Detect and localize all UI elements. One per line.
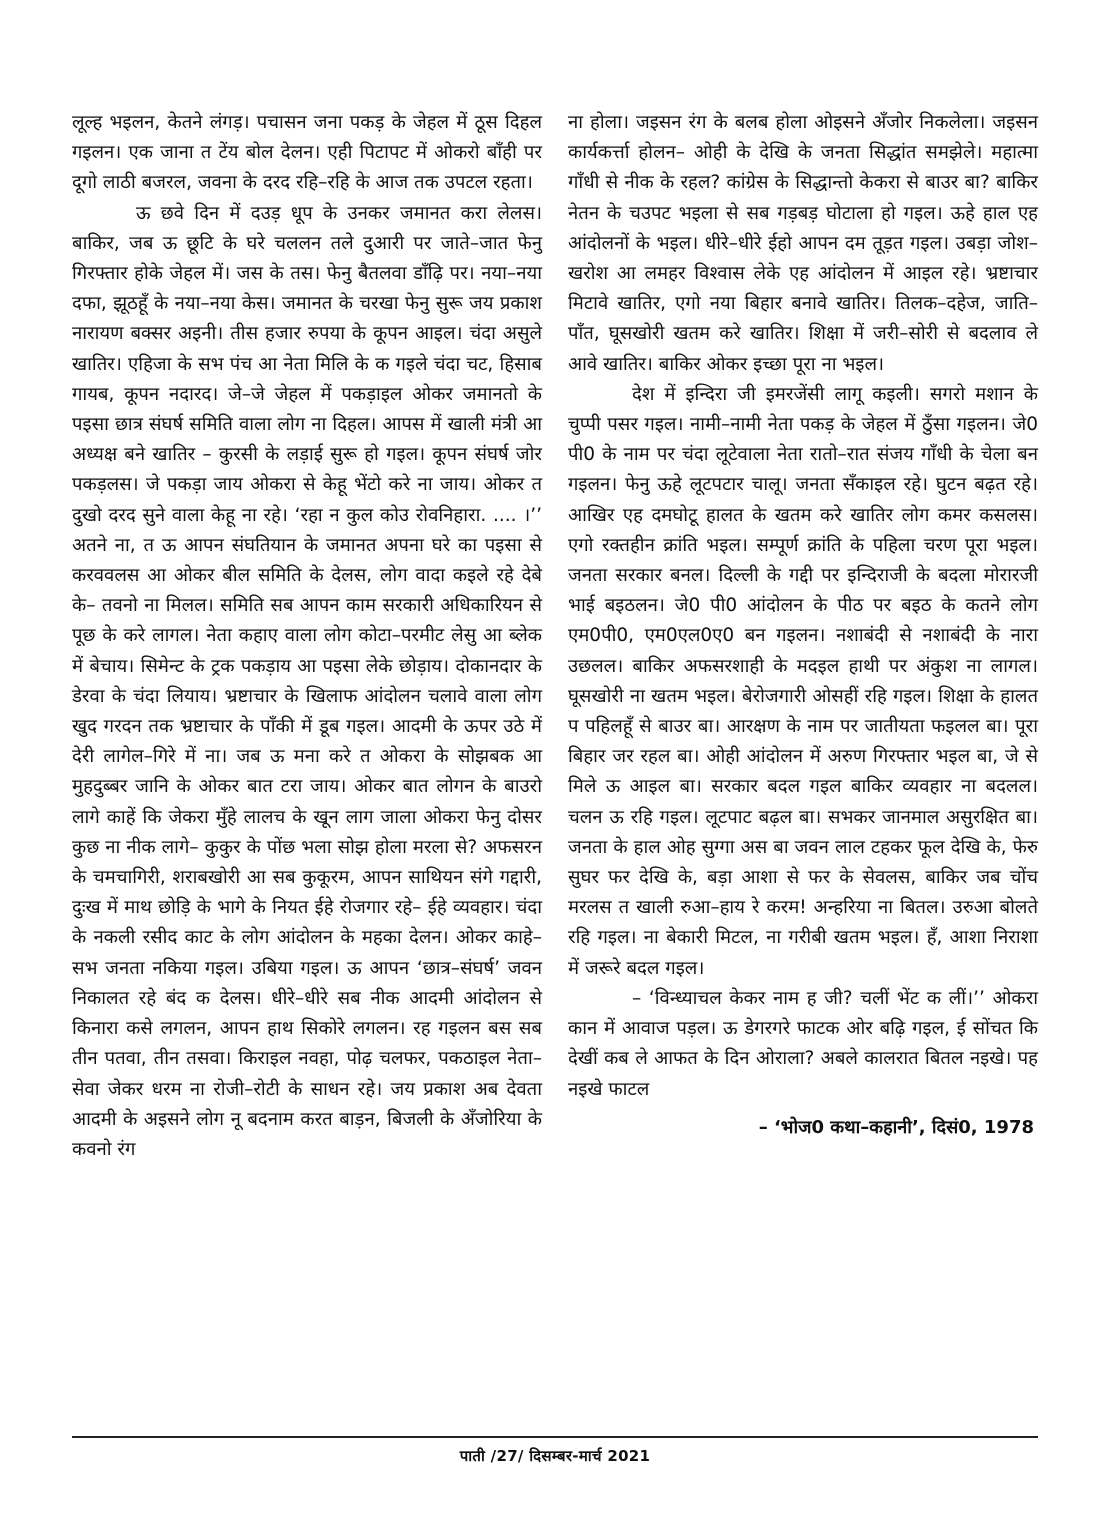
left-column (72, 108, 542, 1165)
left-paragraph-1: लूल्ह भइलन, केतने लंगड़। पचासन जना पकड़ के जेहल में ठूस दिहल गइलन। एक जाना त टेंय बोल देलन। एही पिटापट में ओकरो बाँही पर दूगो लाठी बजरल, जवना के दरद रहि–रहि के आज तक उपटल रहता। (72, 112, 542, 194)
right-column (568, 108, 1038, 1143)
right-paragraph-1: ना होला। जइसन रंग के बलब होला ओइसने अँजोर निकलेला। जइसन कार्यकर्त्ता होलन– ओही के देखि के जनता सिद्धांत समझेले। महात्मा गाँधी से नीक के रहल? कांग्रेस के सिद्धान्तो केकरा से बाउर बा? बाकिर नेतन के चउपट भइला से सब गड़बड़ घोटाला हो गइल। ऊहे हाल एह आंदोलनों के भइल। धीरे–धीरे ईहो आपन दम तूड़त गइल। उबड़ा जोश–खरोश आ लमहर विश्वास लेके एह आंदोलन में आइल रहे। भ्रष्टाचार मिटावे खातिर, एगो नया बिहार बनावे खातिर। तिलक–दहेज, जाति–पाँत, घूसखोरी खतम करे खातिर। शिक्षा में जरी–सोरी से बदलाव ले आवे खातिर। बाकिर ओकर इच्छा पूरा ना भइल। (568, 112, 1038, 375)
right-paragraph-2: देश में इन्दिरा जी इमरजेंसी लागू कइली। सगरो मशान के चुप्पी पसर गइल। नामी–नामी नेता पकड़ के जेहल में ठुँसा गइलन। जे0 पी0 के नाम पर चंदा लूटेवाला नेता रातो–रात संजय गाँधी के चेला बन गइलन। फेनु ऊहे लूटपटार चालू। जनता सँकाइल रहे। घुटन बढ़त रहे। आखिर एह दमघोटू हालत के खतम करे खातिर लोग कमर कसलस। एगो रक्तहीन क्रांति भइल। सम्पूर्ण क्रांति के पहिला चरण पूरा भइल। जनता सरकार बनल। दिल्ली के गद्दी पर इन्दिराजी के बदला मोरारजी भाई बइठलन। जे0 पी0 आंदोलन के पीठ पर बइठ के कतने लोग एम0पी0, एम0एल0ए0 बन गइलन। नशाबंदी से नशाबंदी के नारा उछलल। बाकिर अफसरशाही के मदइल हाथी पर अंकुश ना लागल। घूसखोरी ना खतम भइल। बेरोजगारी ओसहीं रहि गइल। शिक्षा के हालत प पहिलहूँ से बाउर बा। आरक्षण के नाम पर जातीयता फइलल बा। पूरा बिहार जर रहल बा। ओही आंदोलन में अरुण गिरफ्तार भइल बा, जे से मिले ऊ आइल बा। सरकार बदल गइल बाकिर व्यवहार ना बदलल। चलन ऊ रहि गइल। लूटपाट बढ़ल बा। सभकर जानमाल असुरक्षित बा। जनता के हाल ओह सुग्गा अस बा जवन लाल टहकर फूल देखि के, फेरु सुघर फर देखि के, बड़ा आशा से फर के सेवलस, बाकिर जब चोंच मरलस त खाली रुआ–हाय रे करम! अन्हरिया ना बितल। उरुआ बोलते रहि गइल। ना बेकारी मिटल, ना गरीबी खतम भइल। हँ, आशा निराशा में जरूरे बदल गइल। (568, 383, 1038, 979)
source-signature: – ‘भोज0 कथा–कहानी’, दिसं0, 1978 (758, 1116, 1034, 1138)
right-paragraph-3: – ‘विन्ध्याचल केकर नाम ह जी? चलीं भेंट क लीं।’’ ओकरा कान में आवाज पड़ल। ऊ डेगरगरे फाटक ओर बढ़ि गइल, ई सोंचत कि देखीं कब ले आफत के दिन ओराला? अबले कालरात बितल नइखे। पह नइखे फाटल (568, 987, 1038, 1100)
left-paragraph-2: ऊ छवे दिन में दउड़ धूप के उनकर जमानत करा लेलस। बाकिर, जब ऊ छूटि के घरे चललन तले दुआरी पर जाते–जात फेनु गिरफ्तार होके जेहल में। जस के तस। फेनु बैतलवा डाँढ़ि पर। नया–नया दफा, झूठहूँ के नया–नया केस। जमानत के चरखा फेनु सुरू जय प्रकाश नारायण बक्सर अइनी। तीस हजार रुपया के कूपन आइल। चंदा असुले खातिर। एहिजा के सभ पंच आ नेता मिलि के क गइले चंदा चट, हिसाब गायब, कूपन नदारद। जे–जे जेहल में पकड़ाइल ओकर जमानतो के पइसा छात्र संघर्ष समिति वाला लोग ना दिहल। आपस में खाली मंत्री आ अध्यक्ष बने खातिर – कुरसी के लड़ाई सुरू हो गइल। कूपन संघर्ष जोर पकड़लस। जे पकड़ा जाय ओकरा से केहू भेंटो करे ना जाय। ओकर त दुखो दरद सुने वाला केहू ना रहे। ‘रहा न कुल कोउ रोवनिहारा. .... ।’’ अतने ना, त ऊ आपन संघतियान के जमानत अपना घरे का पइसा से करववलस आ ओकर बील समिति के देलस, लोग वादा कइले रहे देबे के– तवनो ना मिलल। समिति सब आपन काम सरकारी अधिकारियन से पूछ के करे लागल। नेता कहाए वाला लोग कोटा–परमीट लेसु आ ब्लेक में बेचाय। सिमेन्ट के ट्रक पकड़ाय आ पइसा लेके छोड़ाय। दोकानदार के डेरवा के चंदा लियाय। भ्रष्टाचार के खिलाफ आंदोलन चलावे वाला लोग खुद गरदन तक भ्रष्टाचार के पाँकी में डूब गइल। आदमी के ऊपर उठे में देरी लागेल–गिरे में ना। जब ऊ मना करे त ओकरा के सोझबक आ मुहदुब्बर जानि के ओकर बात टरा जाय। ओकर बात लोगन के बाउरो लागे काहें कि जेकरा मुँहे लालच के खून लाग जाला ओकरा फेनु दोसर कुछ ना नीक लागे– कुकुर के पोंछ भला सोझ होला मरला से? अफसरन के चमचागिरी, शराबखोरी आ सब कुकूरम, आपन साथियन संगे गद्दारी, दुःख में माथ छोड़ि के भागे के नियत ईहे रोजगार रहे– ईहे व्यवहार। चंदा के नकली रसीद काट के लोग आंदोलन के महका देलन। ओकर काहे– सभ जनता नकिया गइल। उबिया गइल। ऊ आपन ‘छात्र–संघर्ष’ जवन निकालत रहे बंद क देलस। धीरे–धीरे सब नीक आदमी आंदोलन से किनारा कसे लगलन, आपन हाथ सिकोरे लगलन। रह गइलन बस सब तीन पतवा, तीन तसवा। किराइल नवहा, पोढ़ चलफर, पकठाइल नेता–सेवा जेकर धरम ना रोजी–रोटी के साधन रहे। जय प्रकाश अब देवता आदमी के अइसने लोग नू बदनाम करत बाड़न, बिजली के अँजोरिया के कवनो रंग (72, 202, 542, 1160)
page-footer: पाती /27/ दिसम्बर-मार्च 2021 (459, 1447, 651, 1465)
footer-divider (72, 1436, 1038, 1438)
